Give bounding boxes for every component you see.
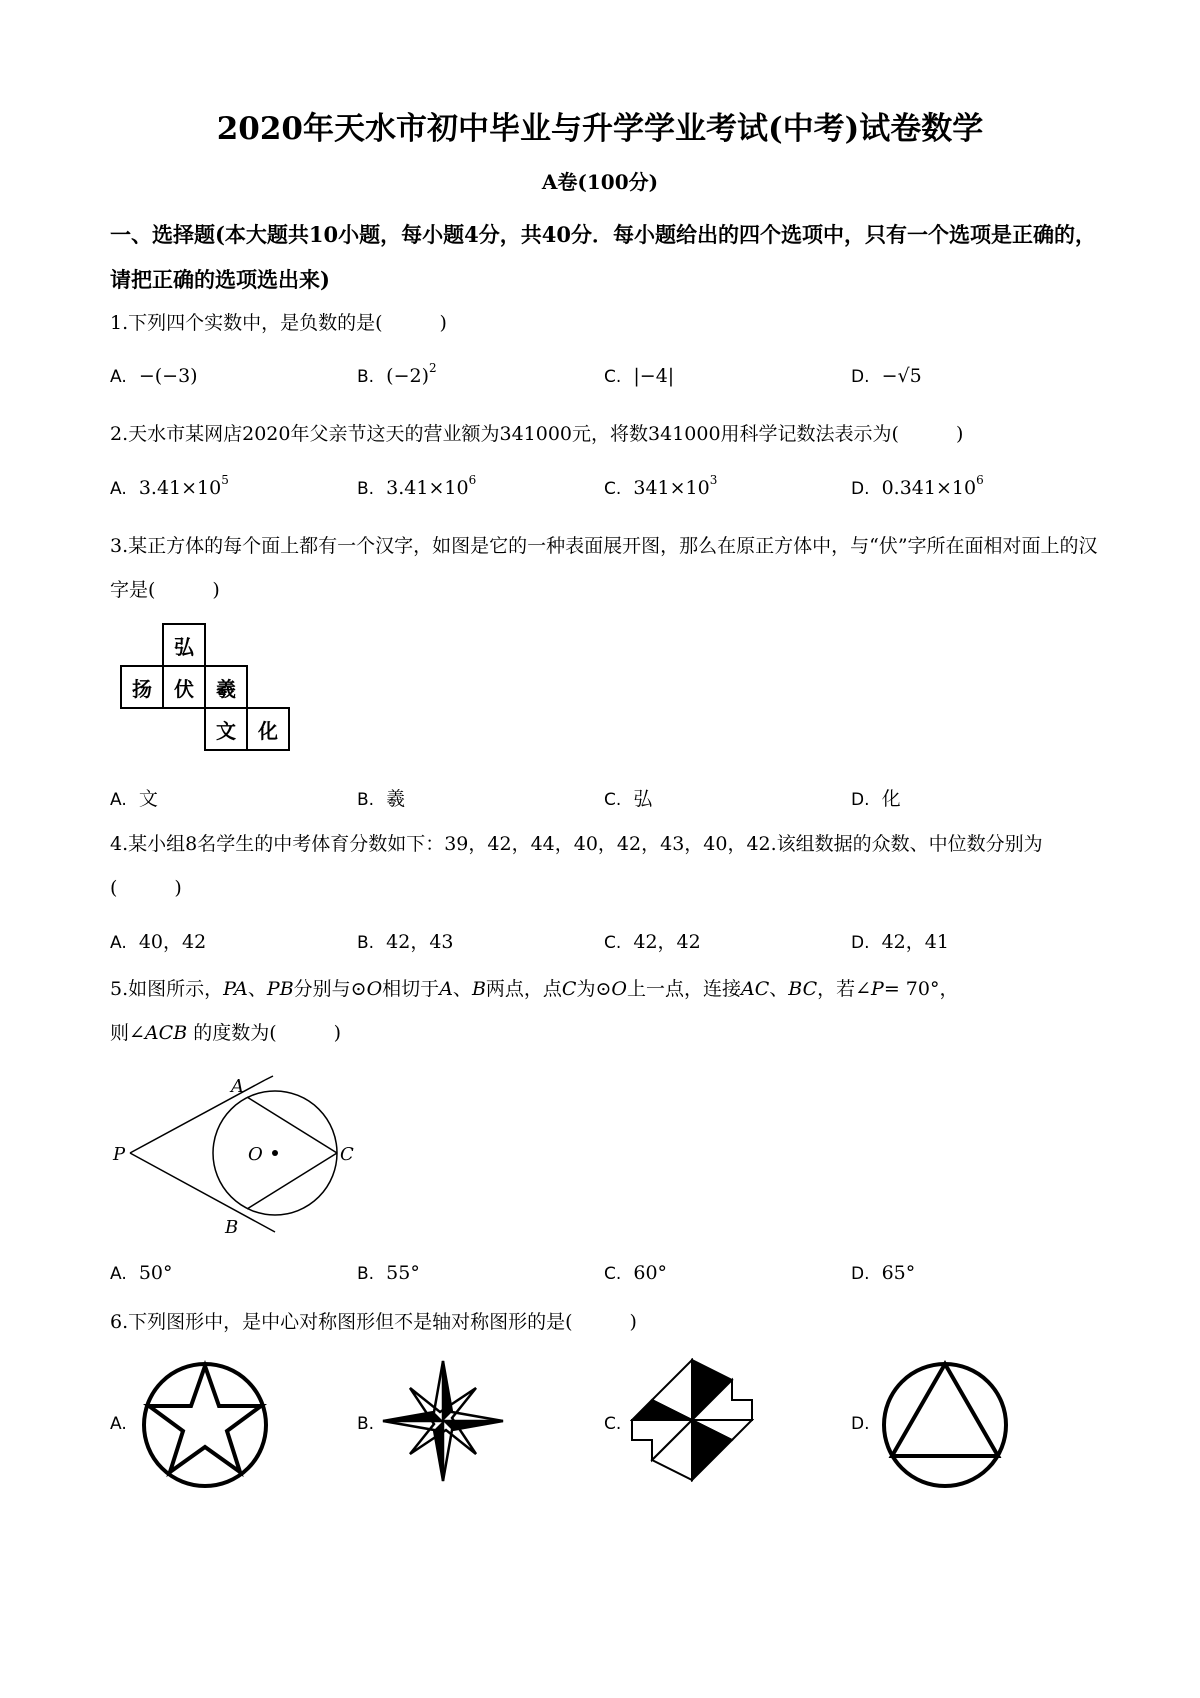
q3-option-b[interactable]: B. 羲	[357, 788, 406, 810]
label-a: A	[231, 1076, 244, 1097]
triangle-in-circle-figure	[880, 1360, 1010, 1490]
question-5: 5.如图所示，PA、PB分别与⊙O相切于A、B两点，点C为⊙O上一点，连接AC、BC，若∠P= 70°， 则∠ACB 的度数为( )	[110, 978, 959, 1044]
q2-option-a[interactable]: A. $3.41\times 10^5$	[110, 473, 229, 499]
question-1: 1.下列四个实数中，是负数的是( )	[110, 312, 447, 334]
tangent-circle-diagram	[105, 1070, 375, 1240]
q6-option-a[interactable]: A.	[110, 1414, 127, 1434]
q1-option-a[interactable]: A. −(−3)	[110, 365, 198, 387]
q5-option-b[interactable]: B. 55°	[357, 1262, 420, 1284]
q5-option-a[interactable]: A. 50°	[110, 1262, 173, 1284]
page-subtitle: A卷(100分)	[541, 170, 659, 194]
q3-option-c[interactable]: C. 弘	[604, 788, 653, 810]
compass-star-figure	[380, 1358, 506, 1484]
question-4: 4.某小组8名学生的中考体育分数如下：39，42，44，40，42，43，40，42.该组数据的众数、中位数分别为( )	[110, 833, 1043, 899]
q3-option-a[interactable]: A. 文	[110, 788, 158, 810]
center-point	[272, 1150, 278, 1156]
q1-option-b[interactable]: B. $(-2)^2$	[357, 361, 437, 387]
question-6: 6.下列图形中，是中心对称图形但不是轴对称图形的是( )	[110, 1311, 637, 1333]
q4-option-b[interactable]: B. 42，43	[357, 931, 454, 953]
q5-option-d[interactable]: D. 65°	[851, 1262, 916, 1284]
q1-option-d[interactable]: D. −√5	[851, 365, 922, 387]
net-face-r1c3: 羲	[205, 666, 247, 708]
q4-option-a[interactable]: A. 40，42	[110, 931, 207, 953]
question-2: 2.天水市某网店2020年父亲节这天的营业额为341000元，将数341000用科学记数法表示为( )	[110, 423, 964, 445]
section-heading: 一、选择题(本大题共10小题，每小题4分，共40分．每小题给出的四个选项中，只有一个选项是正确的，请把正确的选项选出来)	[110, 222, 1096, 292]
label-p: P	[113, 1144, 126, 1165]
q2-option-b[interactable]: B. $3.41\times 10^6$	[357, 473, 477, 499]
net-face-r1c1: 扬	[121, 666, 163, 708]
pinwheel-figure	[630, 1358, 754, 1482]
q4-option-d[interactable]: D. 42，41	[851, 931, 949, 953]
q6-option-d[interactable]: D.	[851, 1414, 870, 1434]
tangent-pa	[130, 1080, 265, 1153]
q6-option-c[interactable]: C.	[604, 1414, 622, 1434]
q2-option-d[interactable]: D. $0.341\times 10^6$	[851, 473, 984, 499]
net-face-r2c3: 文	[205, 708, 247, 750]
label-c: C	[340, 1144, 354, 1165]
cube-net-figure	[120, 623, 290, 751]
question-3: 3.某正方体的每个面上都有一个汉字，如图是它的一种表面展开图，那么在原正方体中，与“伏”字所在面相对面上的汉字是( )	[110, 535, 1098, 601]
q6-option-b[interactable]: B.	[357, 1414, 375, 1434]
page-title: 2020年天水市初中毕业与升学学业考试(中考)试卷数学	[216, 111, 984, 147]
net-face-top: 弘	[163, 624, 205, 666]
label-o: O	[248, 1144, 263, 1165]
net-face-r2c4: 化	[247, 708, 289, 750]
q3-option-d[interactable]: D. 化	[851, 788, 901, 810]
star-in-circle-figure	[140, 1360, 270, 1490]
q5-option-c[interactable]: C. 60°	[604, 1262, 668, 1284]
label-b: B	[225, 1217, 239, 1238]
q2-option-c[interactable]: C. $341\times 10^3$	[604, 473, 718, 499]
net-face-r1c2: 伏	[163, 666, 205, 708]
q1-option-c[interactable]: C. |−4|	[604, 365, 675, 387]
q4-option-c[interactable]: C. 42，42	[604, 931, 701, 953]
